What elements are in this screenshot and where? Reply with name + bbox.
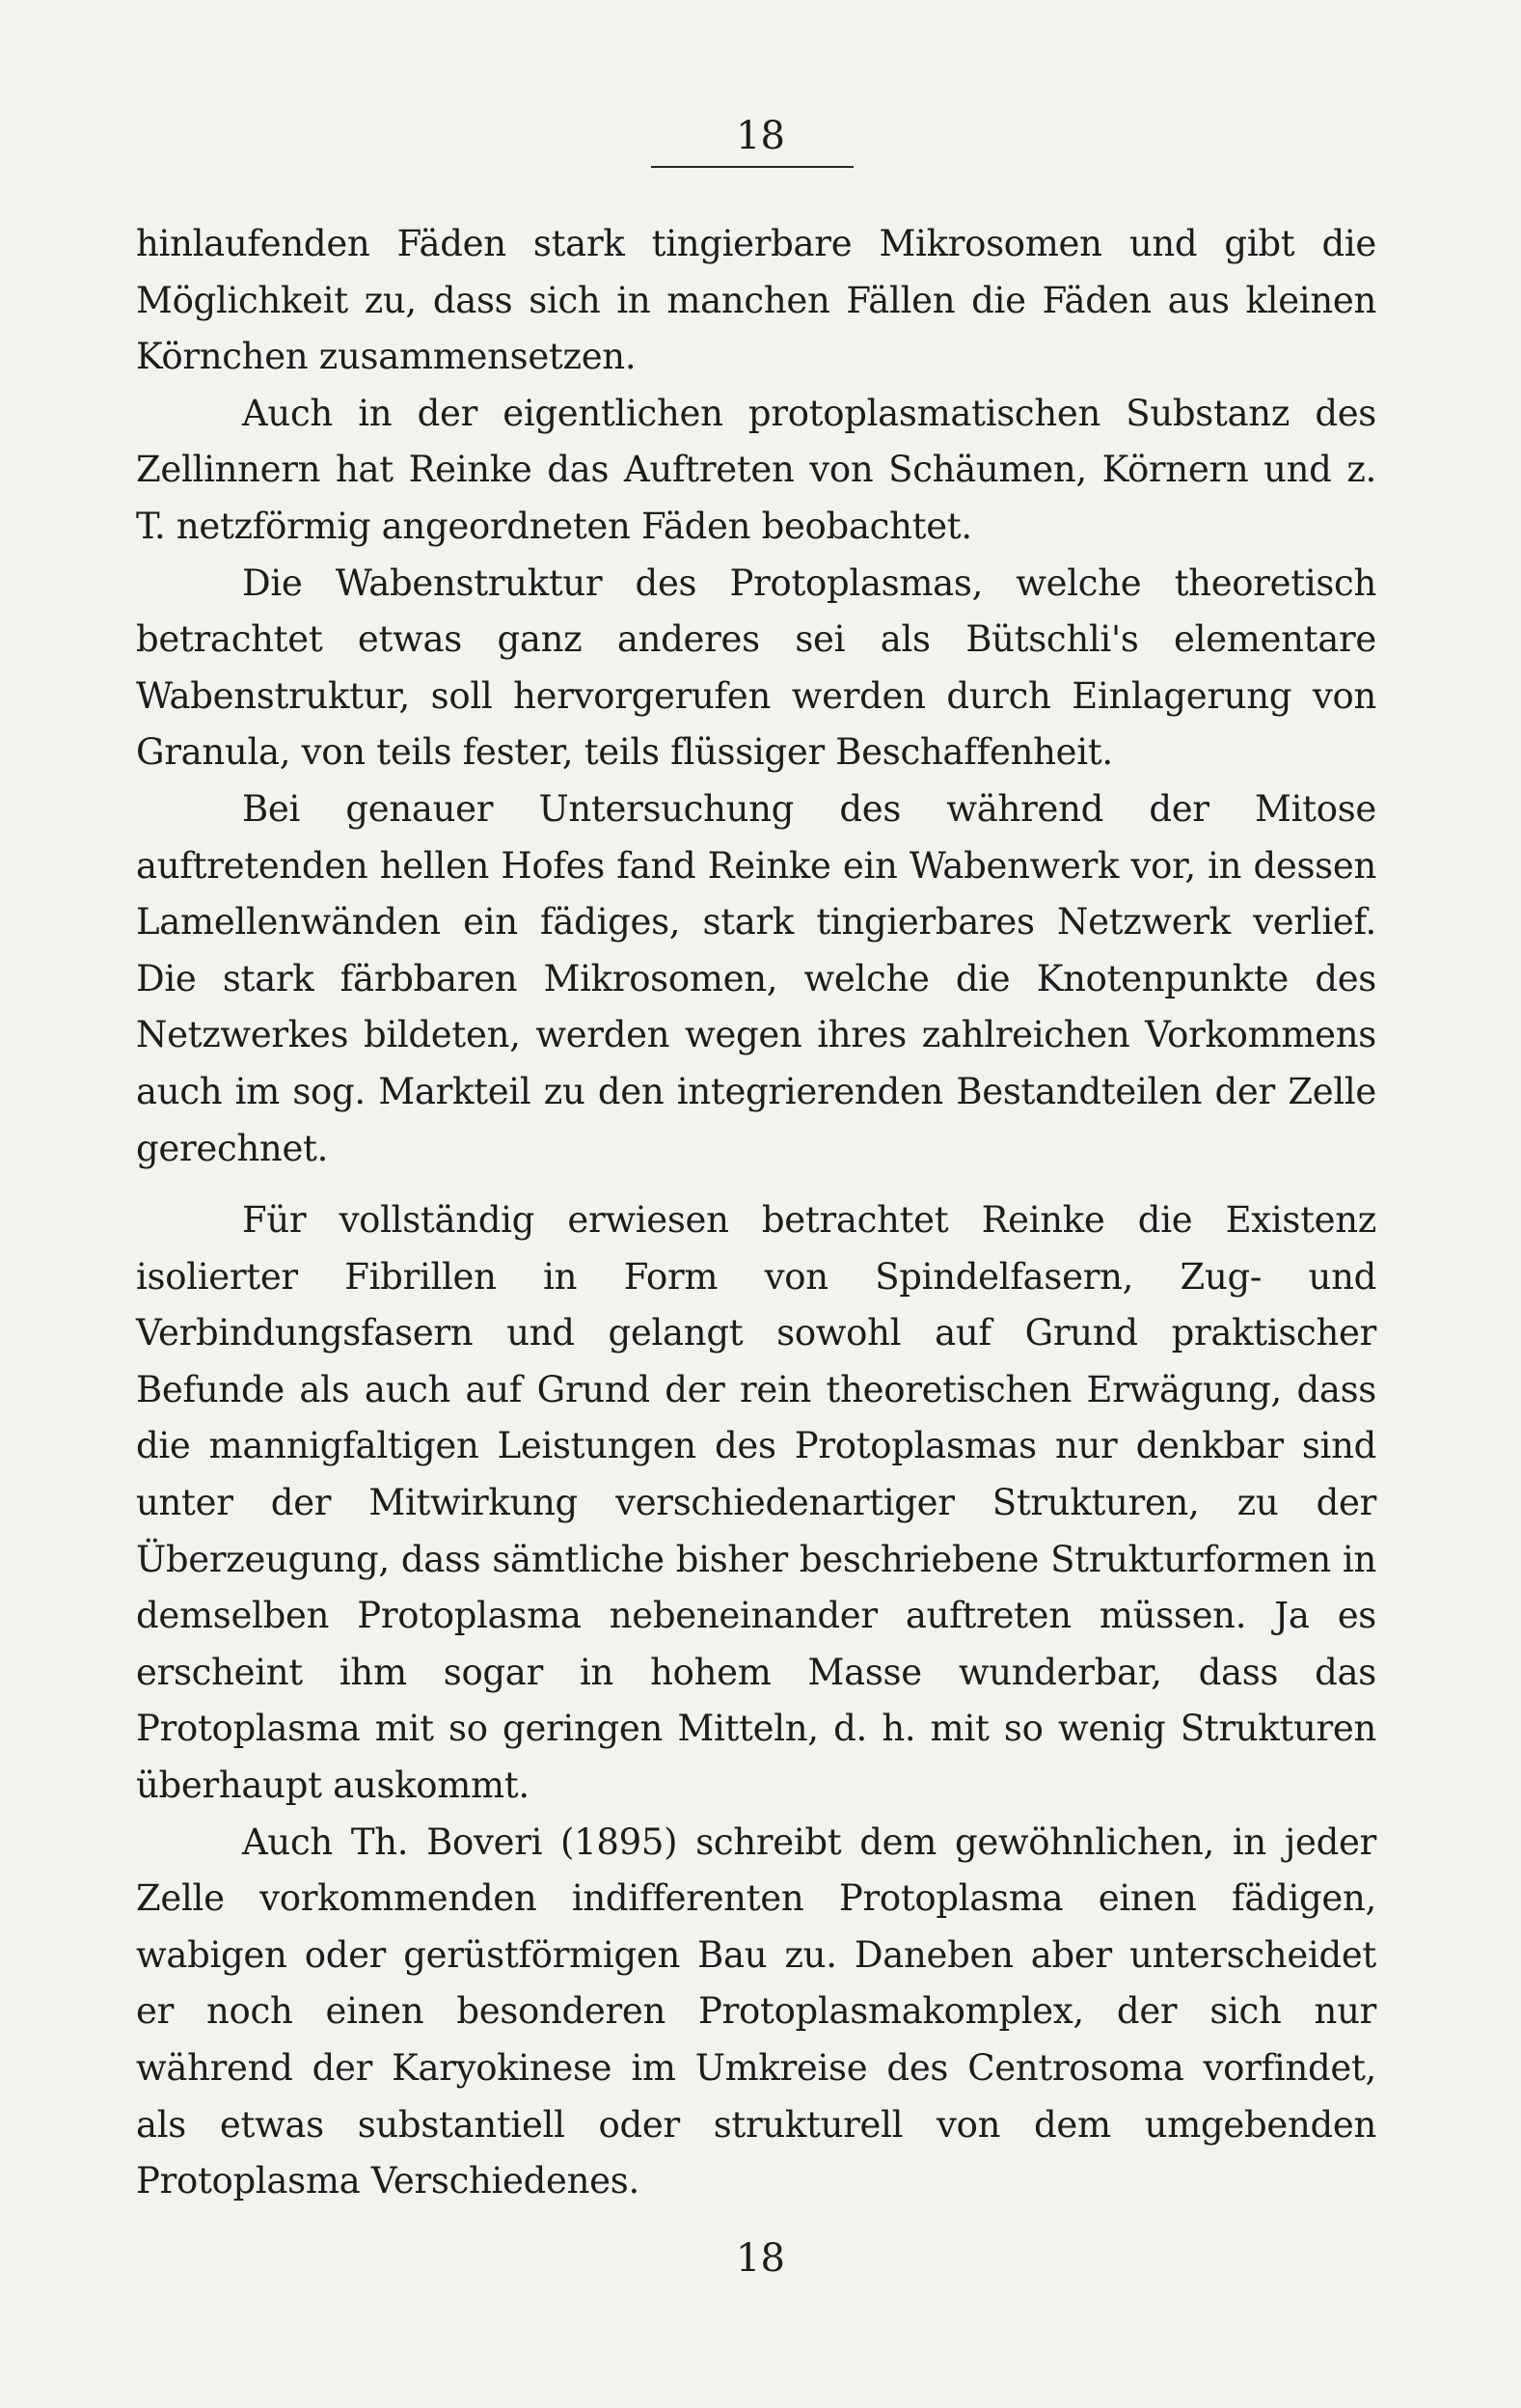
paragraph-5: Für vollständig erwiesen betrachtet Reinke die Existenz isolierter Fibrillen in Form von Spindelfasern, Zug- und Verbindungsfasern und gelangt sowohl auf Grund praktischer Befunde als auch auf Grund der rein theoretischen Erwägung, dass die mannigfaltigen Leistungen des Protoplasmas nur denkbar sind unter der Mitwirkung verschiedenartiger Strukturen, zu der Überzeugung, dass sämtliche bisher beschriebene Strukturformen in demselben Protoplasma nebeneinander auftreten müssen. Ja es erscheint ihm sogar in hohem Masse wunderbar, dass das Protoplasma mit so geringen Mitteln, d. h. mit so wenig Strukturen überhaupt auskommt. [136,1199,1376,1807]
paragraph-3: Die Wabenstruktur des Protoplasmas, welche theoretisch betrachtet etwas ganz anderes sei als Bütschli's elementare Wabenstruktur, soll hervorgerufen werden durch Einlagerung von Granula, von teils fester, teils flüssiger Beschaffenheit. [136,561,1376,774]
body-text [136,216,1376,2210]
paragraph-4: Bei genauer Untersuchung des während der Mitose auftretenden hellen Hofes fand Reinke ein Wabenwerk vor, in dessen Lamellenwänden ein fädiges, stark tingierbares Netzwerk verlief. Die stark färbbaren Mikrosomen, welche die Knotenpunkte des Netzwerkes bildeten, werden wegen ihres zahlreichen Vorkommens auch im sog. Markteil zu den integrierenden Bestandteilen der Zelle gerechnet. [136,787,1376,1169]
page-number-top: 18 [736,114,785,158]
paragraph-1: hinlaufenden Fäden stark tingierbare Mikrosomen und gibt die Möglichkeit zu, dass sich in manchen Fällen die Fäden aus kleinen Körnchen zusammensetzen. [136,223,1376,378]
page-number-bottom: 18 [736,2236,785,2281]
paragraph-2: Auch in der eigentlichen protoplasmatischen Substanz des Zellinnern hat Reinke das Auftreten von Schäumen, Körnern und z. T. netzförmig angeordneten Fäden beobachtet. [136,392,1376,547]
header-rule [651,166,854,168]
paragraph-6: Auch Th. Boveri (1895) schreibt dem gewöhnlichen, in jeder Zelle vorkommenden indifferenten Protoplasma einen fädigen, wabigen oder gerüstförmigen Bau zu. Daneben aber unterscheidet er noch einen besonderen Protoplasmakomplex, der sich nur während der Karyokinese im Umkreise des Centrosoma vorfindet, als etwas substantiell oder strukturell von dem umgebenden Protoplasma Verschiedenes. [136,1820,1376,2203]
